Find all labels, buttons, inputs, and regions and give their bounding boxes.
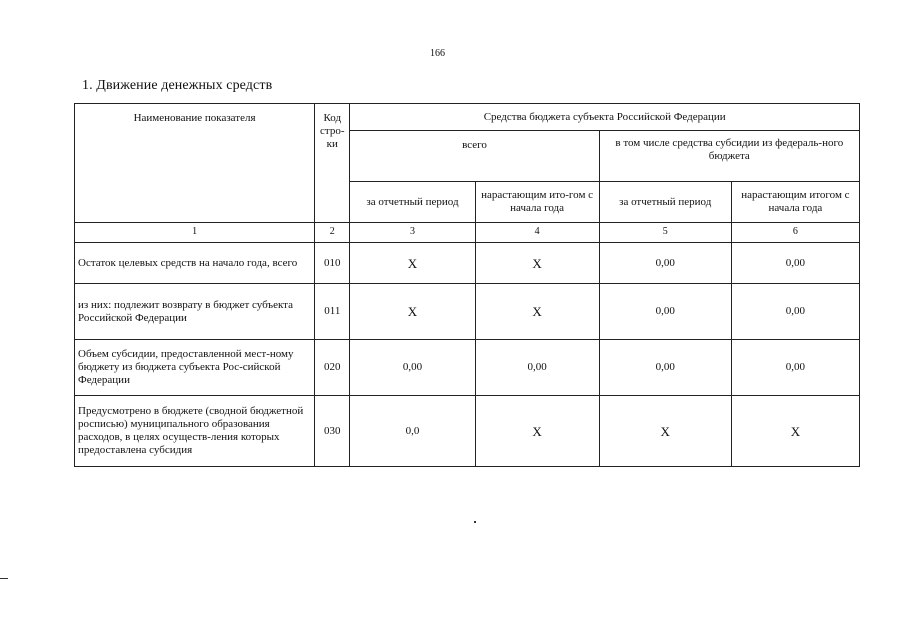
column-number: 5 <box>599 223 731 243</box>
header-total: всего <box>350 131 599 182</box>
row-value: X <box>599 396 731 467</box>
row-value: X <box>731 396 859 467</box>
table-row <box>75 284 860 340</box>
row-code: 020 <box>315 340 350 396</box>
table-row <box>75 243 860 284</box>
scan-dot-mark <box>474 521 476 523</box>
row-value: X <box>475 284 599 340</box>
row-value: 0,00 <box>599 243 731 284</box>
row-value: X <box>475 396 599 467</box>
row-value: 0,00 <box>731 340 859 396</box>
page-number: 166 <box>430 48 445 59</box>
header-indicator-name: Наименование показателя <box>75 104 315 223</box>
row-value: X <box>475 243 599 284</box>
column-number: 4 <box>475 223 599 243</box>
row-value: X <box>350 243 475 284</box>
row-name: Объем субсидии, предоставленной мест-ному бюджету из бюджета субъекта Рос-сийской Федерации <box>75 340 315 396</box>
row-code: 011 <box>315 284 350 340</box>
row-value: 0,00 <box>599 340 731 396</box>
row-value: X <box>350 284 475 340</box>
column-number: 6 <box>731 223 859 243</box>
row-name: Предусмотрено в бюджете (сводной бюджетной росписью) муниципального образования расходов, в целях осуществ-ления которых предоставлена субсидия <box>75 396 315 467</box>
column-number: 2 <box>315 223 350 243</box>
table-row <box>75 396 860 467</box>
table-row <box>75 340 860 396</box>
margin-mark <box>0 578 8 579</box>
section-title: 1. Движение денежных средств <box>82 78 273 93</box>
header-col6: нарастающим итогом с начала года <box>731 182 859 223</box>
cash-flow-table <box>74 103 860 467</box>
row-name: Остаток целевых средств на начало года, всего <box>75 243 315 284</box>
row-name: из них: подлежит возврату в бюджет субъекта Российской Федерации <box>75 284 315 340</box>
header-col5: за отчетный период <box>599 182 731 223</box>
header-budget-group: Средства бюджета субъекта Российской Федерации <box>350 104 860 131</box>
column-number: 3 <box>350 223 475 243</box>
row-value: 0,0 <box>350 396 475 467</box>
row-code: 030 <box>315 396 350 467</box>
header-subsidy-group: в том числе средства субсидии из федераль-ного бюджета <box>599 131 859 182</box>
row-code: 010 <box>315 243 350 284</box>
header-col3: за отчетный период <box>350 182 475 223</box>
row-value: 0,00 <box>731 243 859 284</box>
row-value: 0,00 <box>731 284 859 340</box>
column-number: 1 <box>75 223 315 243</box>
row-value: 0,00 <box>599 284 731 340</box>
row-value: 0,00 <box>350 340 475 396</box>
header-col4: нарастающим ито-гом с начала года <box>475 182 599 223</box>
header-row-code: Код стро-ки <box>315 104 350 223</box>
row-value: 0,00 <box>475 340 599 396</box>
column-number-row <box>75 223 860 243</box>
